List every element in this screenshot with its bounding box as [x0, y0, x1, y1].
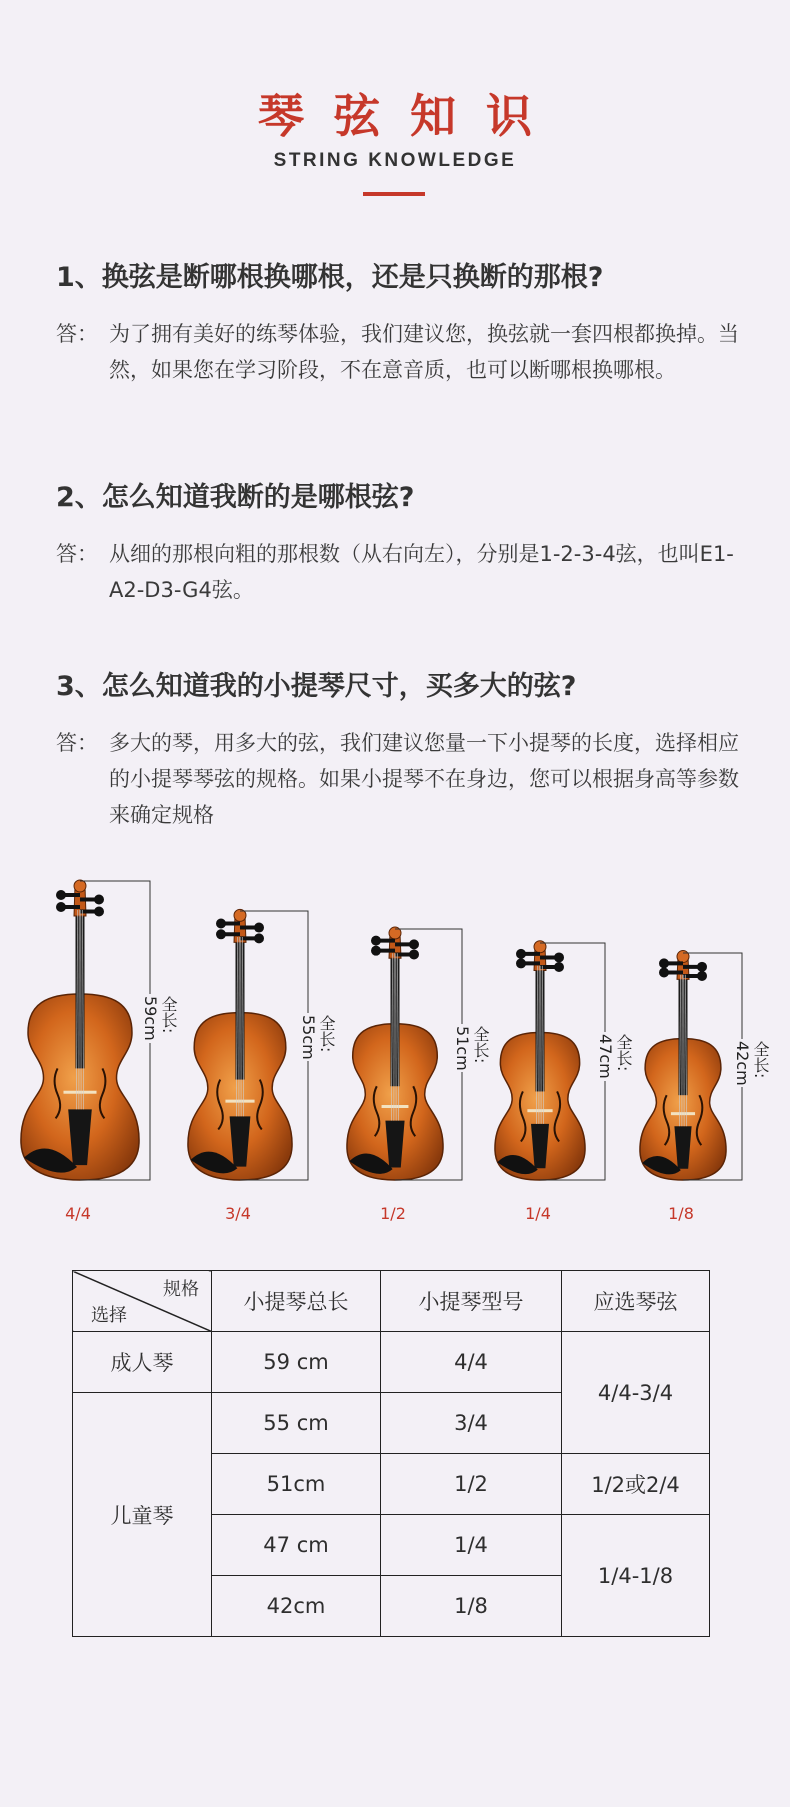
answer-text: 从细的那根向粗的那根数（从右向左），分别是1-2-3-4弦，也叫E1-A2-D3-G4弦。: [109, 542, 734, 602]
violin-size-label: 4/4: [65, 1204, 91, 1223]
cell-strings: 1/4-1/8: [562, 1515, 710, 1637]
qa-item-1: [56, 258, 756, 388]
cell-length: 55 cm: [212, 1393, 381, 1454]
answer-prefix: 答：: [56, 542, 98, 566]
cell-strings: 4/4-3/4: [562, 1332, 710, 1454]
qa-item-3: [56, 667, 756, 833]
answer-text: 为了拥有美好的练琴体验，我们建议您，换弦就一套四根都换掉。当然，如果您在学习阶段，不在意音质，也可以断哪根换哪根。: [109, 322, 739, 382]
cell-model: 1/8: [381, 1576, 562, 1637]
cell-length: 42cm: [212, 1576, 381, 1637]
violin-icon: [485, 942, 609, 1184]
question-1: 1、换弦是断哪根换哪根，还是只换断的那根?: [56, 262, 604, 293]
header-total-length: 小提琴总长: [212, 1271, 381, 1332]
header-violin-model: 小提琴型号: [381, 1271, 562, 1332]
answer-2: [56, 536, 756, 608]
corner-label-spec: 规格: [163, 1279, 199, 1300]
answer-prefix: 答：: [56, 731, 98, 755]
qa-item-2: [56, 478, 756, 608]
cell-length: 47 cm: [212, 1515, 381, 1576]
cell-model: 1/4: [381, 1515, 562, 1576]
group-adult: 成人琴: [73, 1332, 212, 1393]
violin-size-label: 1/8: [668, 1204, 694, 1223]
violin-length-label: 全长: 59cm: [141, 996, 178, 1041]
table-row: [73, 1332, 710, 1393]
violin-length-label: 全长: 55cm: [299, 1014, 336, 1060]
violin-icon: [337, 928, 466, 1184]
violin-length-label: 全长: 51cm: [453, 1025, 490, 1071]
cell-model: 1/2: [381, 1454, 562, 1515]
violin-icon: [11, 880, 154, 1184]
violin-size-label: 1/2: [380, 1204, 406, 1223]
cell-length: 59 cm: [212, 1332, 381, 1393]
cell-length: 51cm: [212, 1454, 381, 1515]
violin-length-label: 全长: 42cm: [733, 1040, 770, 1086]
page-subtitle: STRING KNOWLEDGE: [273, 150, 517, 171]
page-title: 琴弦知识: [258, 89, 562, 143]
group-child: 儿童琴: [73, 1393, 212, 1637]
answer-text: 多大的琴，用多大的弦，我们建议您量一下小提琴的长度，选择相应的小提琴琴弦的规格。如果小提琴不在身边，您可以根据身高等参数来确定规格: [109, 731, 739, 827]
question-3: 3、怎么知道我的小提琴尺寸，买多大的弦?: [56, 671, 577, 702]
violin-size-illustrations: [0, 870, 790, 1240]
answer-1: [56, 316, 756, 388]
table-header-row: [73, 1271, 710, 1332]
violin-icon: [178, 910, 312, 1184]
corner-label-choice: 选择: [91, 1305, 127, 1326]
table-corner-cell: [73, 1271, 212, 1332]
violin-string-size-table: [72, 1270, 710, 1637]
header-string-choice: 应选琴弦: [562, 1271, 710, 1332]
violin-size-label: 3/4: [225, 1204, 251, 1223]
cell-model: 4/4: [381, 1332, 562, 1393]
violin-icon: [630, 952, 746, 1184]
violin-size-label: 1/4: [525, 1204, 551, 1223]
cell-model: 3/4: [381, 1393, 562, 1454]
title-underline: [363, 192, 425, 196]
question-2: 2、怎么知道我断的是哪根弦?: [56, 482, 415, 513]
cell-strings: 1/2或2/4: [562, 1454, 710, 1515]
violin-length-label: 全长: 47cm: [596, 1034, 633, 1080]
answer-prefix: 答：: [56, 322, 98, 346]
answer-3: [56, 725, 756, 833]
